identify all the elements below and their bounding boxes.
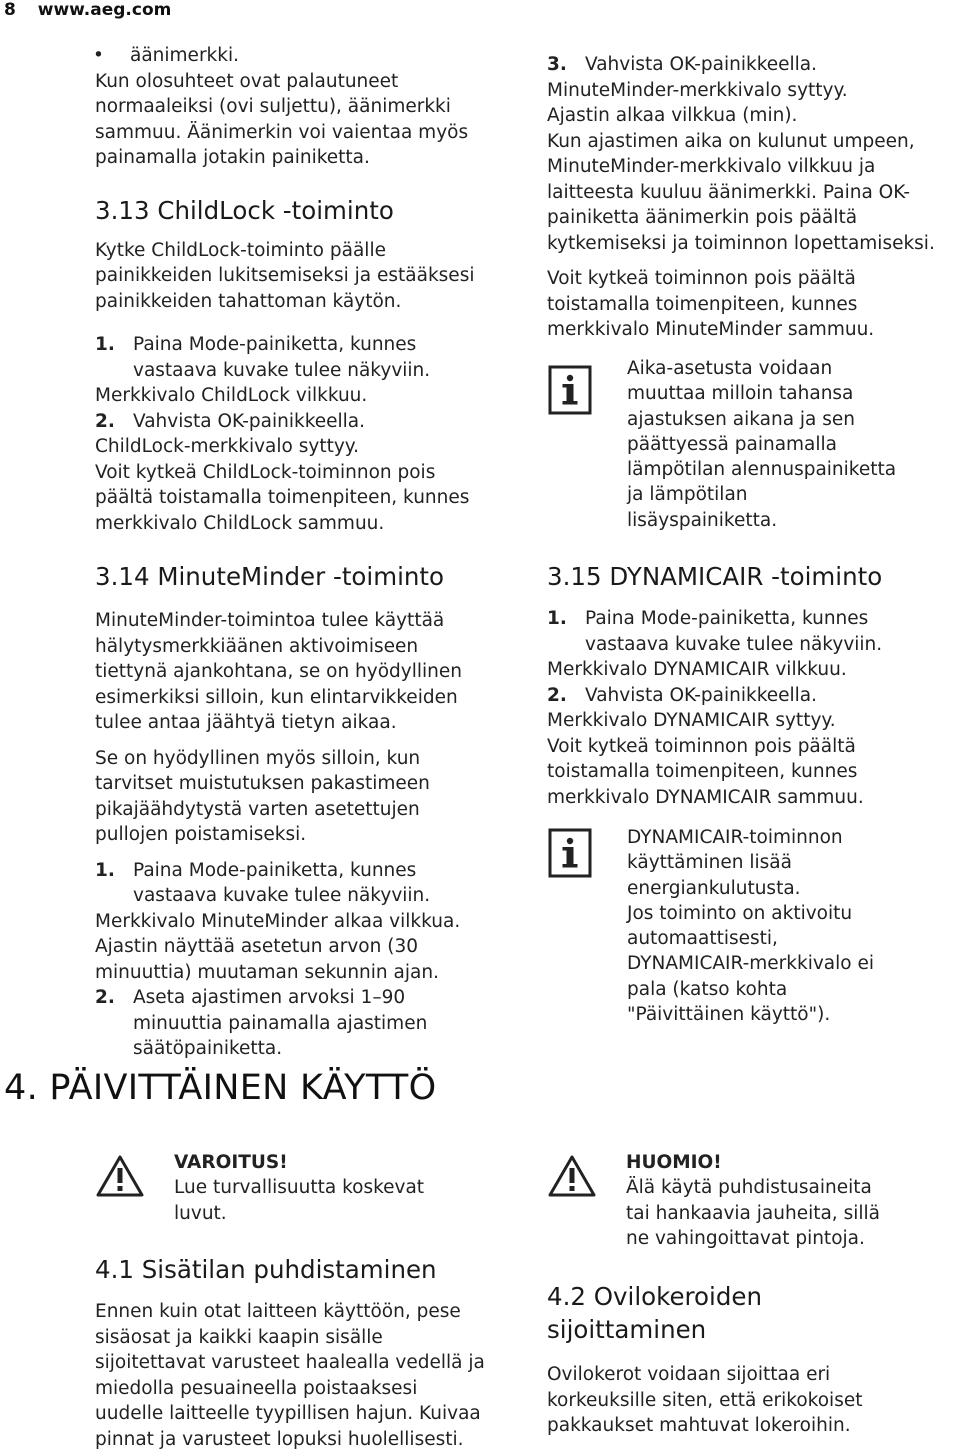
section-4-2-text: Ovilokerot voidaan sijoittaa eri korkeuksille siten, että erikokoiset pakkaukset mahtuvat lokeroihin.: [547, 1364, 863, 1436]
section-3-15-after-step-1: Merkkivalo DYNAMICAIR vilkkuu.: [547, 659, 847, 680]
section-3-15-step-1: 1. Paina Mode-painiketta, kunnes vastaava kuvake tulee näkyviin.: [547, 608, 883, 655]
section-3-14-title: 3.14 MinuteMinder -toiminto: [95, 562, 445, 591]
section-3-14-off-paragraph: Voit kytkeä toiminnon pois päältä toistamalla toimenpiteen, kunnes merkkivalo MinuteMinder sammuu.: [547, 268, 875, 340]
section-4-1: [95, 1255, 535, 1452]
section-4-1-title: 4.1 Sisätilan puhdistaminen: [95, 1255, 437, 1284]
section-3-14-paragraph-2: Se on hyödyllinen myös silloin, kun tarvitset muistutuksen pakastimeen pikajäähdytystä varten asetettujen pullojen poistamiseksi.: [95, 747, 430, 845]
chapter-4-title: 4. PÄIVITTÄINEN KÄYTTÖ: [4, 1068, 437, 1108]
section-3-15: [547, 562, 957, 810]
warning-triangle-icon: [547, 1154, 597, 1198]
section-3-13-step-2: 2. Vahvista OK-painikkeella.: [95, 410, 366, 432]
warning-title: VAROITUS!: [174, 1152, 288, 1173]
section-4-2: [547, 1280, 957, 1439]
section-3-15-title: 3.15 DYNAMICAIR -toiminto: [547, 562, 883, 591]
section-3-13-step-1: 1. Paina Mode-painiketta, kunnes vastaava kuvake tulee näkyviin.: [95, 334, 431, 381]
warning-text: VAROITUS! Lue turvallisuutta koskevat luvut.: [174, 1152, 425, 1224]
section-3-14-after-step-1: Merkkivalo MinuteMinder alkaa vilkkua. Ajastin näyttää asetetun arvon (30 minuuttia) muutaman sekunnin ajan.: [95, 910, 461, 983]
bullet-paragraph: Kun olosuhteet ovat palautuneet normaaleiksi (ovi suljettu), äänimerkki sammuu. Äänimerkin voi vaientaa myös painamalla jotakin painiketta.: [95, 70, 469, 168]
info-icon: [547, 364, 593, 416]
section-4-2-title: 4.2 Ovilokeroiden sijoittaminen: [547, 1282, 763, 1344]
page-number: 8: [4, 0, 16, 20]
notice-title: HUOMIO!: [626, 1152, 722, 1173]
section-3-14-after-step-3: MinuteMinder-merkkivalo syttyy. Ajastin alkaa vilkkua (min). Kun ajastimen aika on kulunut umpeen, MinuteMinder-merkkivalo vilkkuu ja laitteesta kuuluu äänimerkki. Paina OK- painiketta äänimerkin pois päältä kytkemiseksi ja toiminnon lopettamiseksi.: [547, 79, 935, 254]
warning-triangle-icon: [95, 1154, 145, 1198]
section-3-13-after-step-2: ChildLock-merkkivalo syttyy. Voit kytkeä ChildLock-toiminnon pois päältä toistamalla toimenpiteen, kunnes merkkivalo ChildLock sammuu.: [95, 436, 470, 534]
section-4-1-text: Ennen kuin otat laitteen käyttöön, pese sisäosat ja kaikki kaapin sisälle sijoitettavat varusteet haalealla vedellä ja miedolla pesuaineella poistaaksesi uudelle laitteelle tyypillisen hajun. Kuivaa pinnat ja varusteet lopuksi huolellisesti.: [95, 1301, 485, 1450]
section-3-14-step-2: 2. Aseta ajastimen arvoksi 1–90 minuuttia painamalla ajastimen säätöpainiketta.: [95, 987, 428, 1059]
page-header: [4, 0, 187, 20]
right-column: [547, 52, 957, 343]
section-3-15-step-2: 2. Vahvista OK-painikkeella.: [547, 684, 818, 706]
section-3-13-intro: Kytke ChildLock-toiminto päälle painikkeiden lukitsemiseksi ja estääksesi painikkeiden tahattoman käytön.: [95, 239, 475, 312]
bullet-item: • äänimerkki.: [95, 43, 525, 69]
section-3-14-step-3: 3. Vahvista OK-painikkeella.: [547, 54, 818, 75]
info-icon: [547, 827, 593, 879]
section-3-14-step-1: 1. Paina Mode-painiketta, kunnes vastaava kuvake tulee näkyviin.: [95, 859, 431, 906]
info-note-dynamicair-text: DYNAMICAIR-toiminnon käyttäminen lisää energiankulutusta. Jos toiminto on aktivoitu automaattisesti, DYNAMICAIR-merkkivalo ei pala (katso kohta "Päivittäinen käyttö").: [627, 827, 874, 1026]
info-note-timer-text: Aika-asetusta voidaan muuttaa milloin tahansa ajastuksen aikana ja sen päättyessä painamalla lämpötilan alennuspainiketta ja lämpötilan lisäyspainiketta.: [627, 358, 897, 531]
section-3-13-after-step-1: Merkkivalo ChildLock vilkkuu.: [95, 385, 368, 406]
notice-text: HUOMIO! Älä käytä puhdistusaineita tai hankaavia jauheita, sillä ne vahingoittavat pintoja.: [626, 1152, 880, 1249]
section-3-15-after-step-2: Merkkivalo DYNAMICAIR syttyy. Voit kytkeä toiminnon pois päältä toistamalla toimenpiteen, kunnes merkkivalo DYNAMICAIR sammuu.: [547, 710, 864, 808]
left-column: [95, 43, 525, 1062]
section-3-13-title: 3.13 ChildLock -toiminto: [95, 195, 394, 225]
site-url[interactable]: www.aeg.com: [37, 0, 172, 20]
section-3-14-paragraph-1: MinuteMinder-toimintoa tulee käyttää hälytysmerkkiäänen aktivoimiseen tiettynä ajankohtana, se on hyödyllinen esimerkiksi silloin, kun elintarvikkeiden tulee antaa jäähtyä tietyn aikaa.: [95, 610, 462, 733]
